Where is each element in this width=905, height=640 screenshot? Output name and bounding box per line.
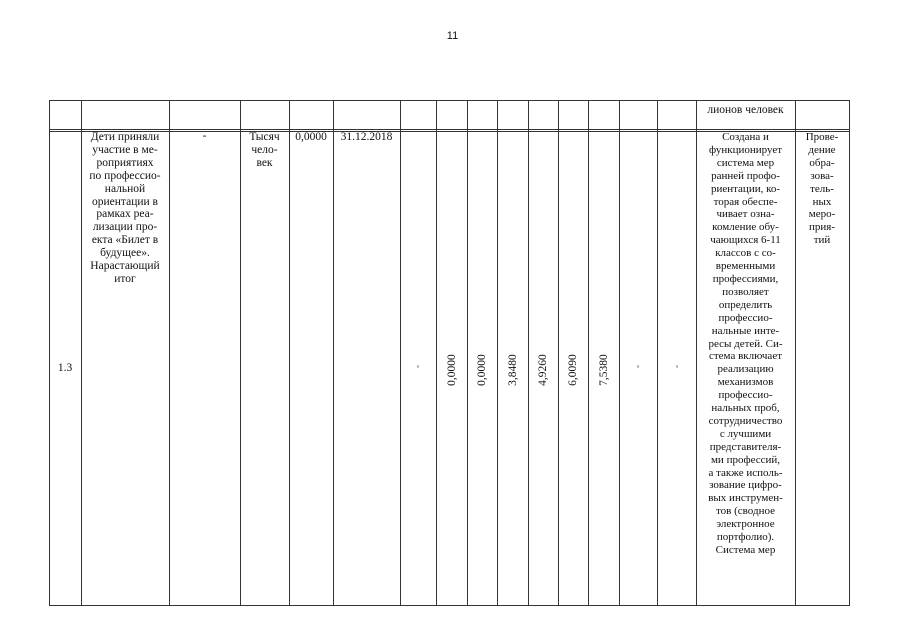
column-border: [49, 100, 50, 606]
column-border: [400, 100, 401, 606]
column-border: [169, 100, 170, 606]
column-border: [240, 100, 241, 606]
method: Прове- дение обра- зова- тель- ных меро- прия- тий: [805, 131, 839, 247]
indicator-table: [49, 100, 850, 606]
type-mark: -: [202, 130, 207, 142]
base-date: 31.12.2018: [340, 131, 393, 143]
description-continuation: лионов человек: [707, 104, 784, 116]
page-number: 11: [446, 30, 459, 42]
column-border: [436, 100, 437, 606]
unit: Тысяч чело- век: [249, 131, 280, 169]
period-value-6: 6,0090: [567, 354, 579, 386]
period-value-8: ': [637, 364, 639, 376]
period-value-4: 3,8480: [507, 354, 519, 386]
column-border: [619, 100, 620, 606]
base-value: 0,0000: [295, 131, 327, 143]
period-value-7: 7,5380: [598, 354, 610, 386]
column-border: [558, 100, 559, 606]
period-value-1: ': [417, 364, 419, 376]
indicator-name: Дети приняли участие в ме- роприятиях по профессио- нальной ориентации в рамках реа- лизации про- екта «Билет в будущее». Нарастающий итог: [89, 131, 161, 285]
column-border: [467, 100, 468, 606]
period-value-3: 0,0000: [476, 354, 488, 386]
period-value-2: 0,0000: [446, 354, 458, 386]
column-border: [528, 100, 529, 606]
column-border: [333, 100, 334, 606]
result-description: Создана и функционирует система мер ранней профо- риентации, ко- торая обеспе- чивает озна- комление обу- чающихся 6-11 классов с со- временными профессиями, позволяет определить профессио- нальные инте- ресы детей. Си- стема включает реализацию механизмов профессио- нальных проб, сотрудничество с лучшими представителя- ми профессий, а также исполь- зование цифро- вых инструмен- тов (сводное электронное портфолио). Система мер: [708, 131, 783, 556]
period-value-5: 4,9260: [537, 354, 549, 386]
column-border: [657, 100, 658, 606]
column-border: [497, 100, 498, 606]
column-border: [849, 100, 850, 606]
period-value-9: ': [676, 364, 678, 376]
column-border: [588, 100, 589, 606]
row-number: 1.3: [57, 362, 73, 374]
column-border: [289, 100, 290, 606]
